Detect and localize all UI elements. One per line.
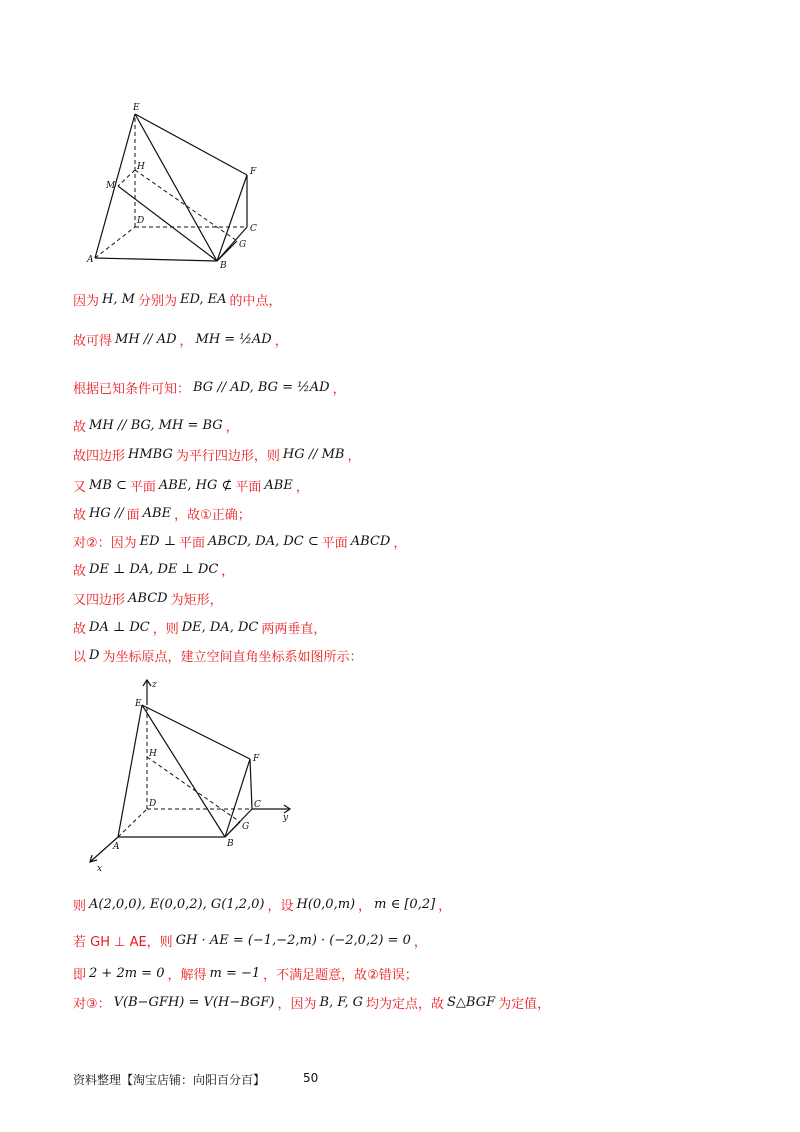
text-segment: 面 [126,507,140,523]
math-segment: m ∈ [0,2] [374,896,436,912]
math-segment: 2 + 2m = 0 [89,965,165,981]
math-segment: H(0,0,m) [296,896,356,912]
math-segment: MH // AD [115,331,177,347]
label2-A: A [113,842,120,852]
math-segment: DE ⊥ DA, DE ⊥ DC [89,561,219,577]
text-segment: 平面 [178,535,205,551]
text-segment: 故 [73,563,87,579]
text-line-11 [73,616,326,638]
math-segment: BG // AD, BG = ½AD [193,379,330,395]
text-line-4 [73,414,239,436]
text-segment: 则 [73,898,87,914]
math-segment: DE, DA, DC [181,619,259,635]
text-line-3 [73,376,346,398]
text-segment: ， [295,479,309,495]
label2-H: H [149,749,157,759]
figure-solid-2-svg [85,672,305,877]
text-segment: ，故①正确； [174,507,251,523]
text-segment: 对②：因为 [73,535,137,551]
text-segment: 均为定点，故 [365,996,444,1012]
text-segment: ， [358,898,372,914]
math-segment: MH // BG, MH = BG [89,417,223,433]
text-segment: 故 [73,419,87,435]
text-segment: ， [225,419,239,435]
math-segment: B, F, G [319,994,363,1010]
math-segment: ABCD [128,590,168,606]
text-segment: 两两垂直， [261,621,327,637]
text-segment: ，设 [267,898,294,914]
text-line-9 [73,558,234,580]
text-segment: ， [179,333,193,349]
text-segment: 分别为 [137,293,177,309]
label-M: M [106,181,116,191]
text-line-16 [73,991,550,1013]
text-segment: 即 [73,967,87,983]
math-segment: DA ⊥ DC [89,619,150,635]
math-segment: MB ⊂ [89,477,127,493]
text-line-10 [73,587,223,609]
text-segment: ，则 [152,621,179,637]
text-segment: ， [274,333,288,349]
text-segment: 平面 [321,535,348,551]
math-segment: A(2,0,0), E(0,0,2), G(1,2,0) [89,896,265,912]
text-segment: 为定值， [498,996,551,1012]
label-A: A [87,255,94,265]
text-segment: ， [438,898,452,914]
text-line-1 [73,288,282,310]
text-segment: ，解得 [167,967,207,983]
label2-B: B [227,839,234,849]
text-line-15 [73,962,418,984]
axis-label-y: y [283,813,289,823]
label-G: G [239,240,247,250]
text-line-8 [73,530,406,552]
label2-F: F [253,754,260,764]
text-segment: ， [393,535,407,551]
text-segment: ，因为 [277,996,317,1012]
axis-label-z: z [152,680,157,690]
math-segment: ABE [142,505,172,521]
text-line-12 [73,644,362,666]
text-segment: 为坐标原点，建立空间直角坐标系如图所示： [102,649,363,665]
text-segment: 又 [73,479,87,495]
math-segment: GH · AE = (−1,−2,m) · (−2,0,2) = 0 [175,932,411,948]
math-segment: ABCD, DA, DC ⊂ [207,533,319,549]
math-segment: ED, EA [179,291,227,307]
text-segment: 以 [73,649,87,665]
text-segment: 又四边形 [73,592,126,608]
text-segment: ， [332,381,346,397]
math-segment: MH = ½AD [195,331,272,347]
text-line-14 [73,929,427,951]
math-segment: HG // [89,505,124,521]
text-segment: 为矩形， [170,592,223,608]
text-segment: 为平行四边形，则 [175,448,280,464]
math-segment: V(B−GFH) = V(H−BGF) [113,994,275,1010]
text-segment: 的中点， [229,293,282,309]
text-segment: 因为 [73,293,100,309]
math-segment: HG // MB [282,446,345,462]
math-segment: ED ⊥ [139,533,176,549]
label2-G: G [242,822,250,832]
axis-label-x: x [97,864,103,874]
text-line-13 [73,893,451,915]
figure-solid-2-coordinates [85,672,305,877]
math-segment: S△BGF [447,994,496,1010]
page-number: 50 [303,1071,319,1085]
label2-E: E [135,699,142,709]
figure-solid-1 [80,95,280,275]
label-E: E [133,103,140,113]
text-segment: 故 [73,621,87,637]
text-segment: 若 GH ⊥ AE，则 [73,934,173,950]
text-line-7 [73,502,251,524]
math-segment: ABE, HG ⊄ [158,477,233,493]
text-segment: 故可得 [73,333,113,349]
math-segment: HMBG [128,446,173,462]
text-segment: 平面 [235,479,262,495]
text-line-2 [73,328,288,350]
label-F: F [250,167,257,177]
text-segment: 根据已知条件可知： [73,381,191,397]
label-C: C [250,224,257,234]
label2-D: D [149,799,157,809]
text-segment: 故四边形 [73,448,126,464]
text-segment: 故 [73,507,87,523]
math-segment: m = −1 [209,965,261,981]
text-segment: 平面 [129,479,156,495]
label-D: D [137,216,145,226]
label-H: H [137,162,145,172]
figure-solid-1-svg [80,95,280,275]
math-segment: D [89,647,100,663]
math-segment: H, M [102,291,135,307]
text-line-5 [73,443,361,465]
label-B: B [220,261,227,271]
math-segment: ABCD [350,533,391,549]
text-segment: ， [347,448,361,464]
footer-source: 资料整理【淘宝店铺：向阳百分百】 [73,1073,266,1087]
text-segment: ，不满足题意，故②错误； [263,967,418,983]
text-segment: ， [221,563,235,579]
label2-C: C [254,800,261,810]
text-segment: ， [413,934,427,950]
text-segment: 对③： [73,996,111,1012]
text-line-6 [73,474,309,496]
math-segment: ABE [264,477,293,493]
